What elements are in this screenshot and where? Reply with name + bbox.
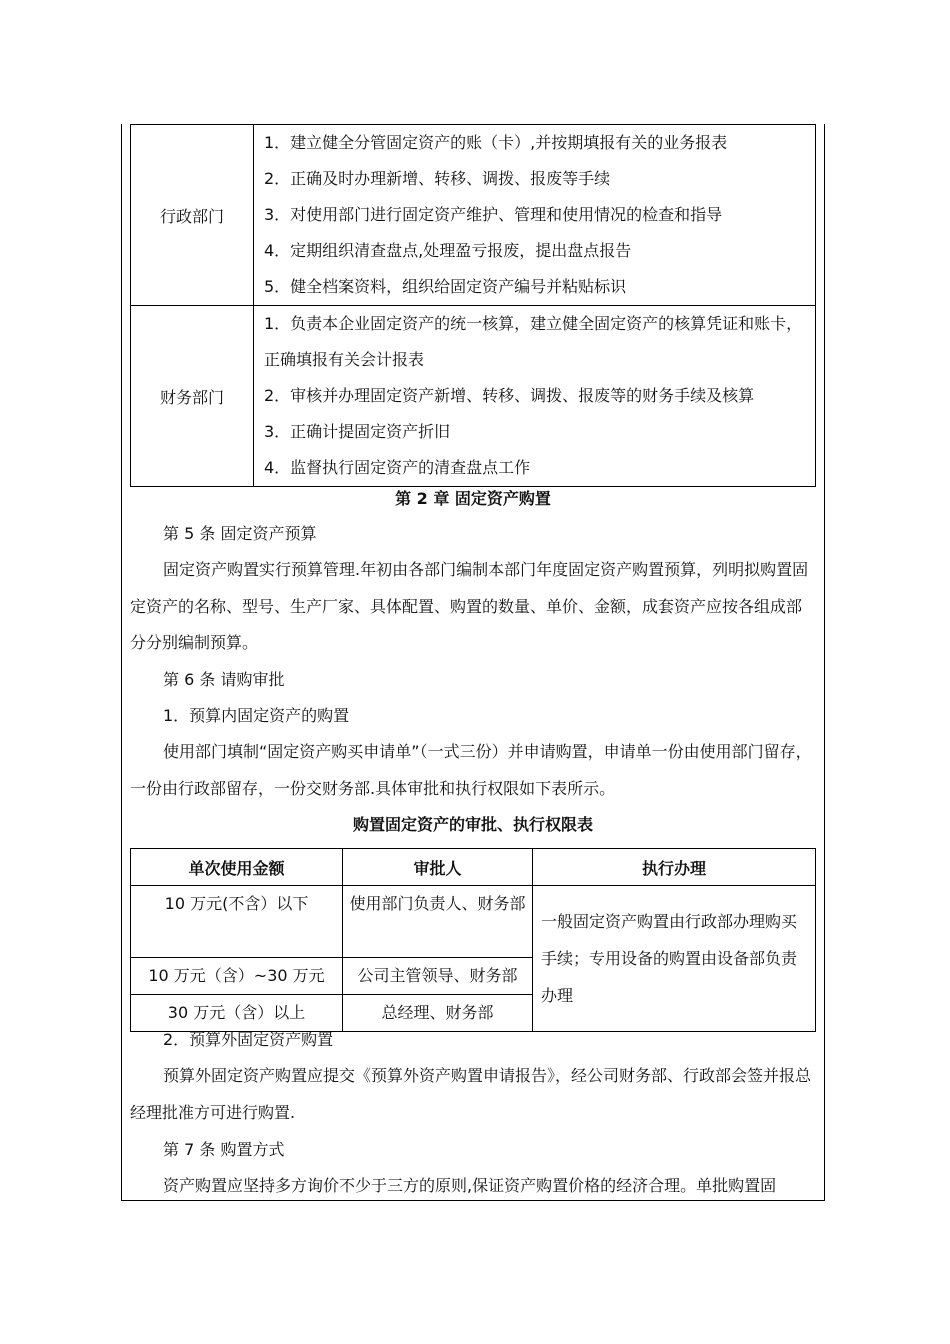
duty-item: 1．负责本企业固定资产的统一核算，建立健全固定资产的核算凭证和账卡，正确填报有关会计报表 <box>264 314 803 369</box>
duties-cell <box>254 306 816 487</box>
article-7-title: 第 7 条 购置方式 <box>163 1140 285 1159</box>
article-6-subheading-2: 2．预算外固定资产购置 <box>163 1030 334 1049</box>
dept-cell: 财务部门 <box>131 306 254 487</box>
table-row <box>131 886 816 958</box>
duty-item: 3．正确计提固定资产折旧 <box>264 422 451 441</box>
dept-cell: 行政部门 <box>131 125 254 306</box>
article-6-subheading-1: 1．预算内固定资产的购置 <box>163 706 350 725</box>
header-approver: 审批人 <box>343 849 533 886</box>
article-5-body: 固定资产购置实行预算管理.年初由各部门编制本部门年度固定资产购置预算，列明拟购置固定资产的名称、型号、生产厂家、具体配置、购置的数量、单价、金额，成套资产应按各组成部分分别编制预算。 <box>130 560 809 652</box>
duty-item: 1．建立健全分管固定资产的账（卡）,并按期填报有关的业务报表 <box>264 133 728 152</box>
amount-cell: 10 万元(不含）以下 <box>131 886 343 958</box>
duty-item: 3．对使用部门进行固定资产维护、管理和使用情况的检查和指导 <box>264 205 723 224</box>
duty-item: 5．健全档案资料，组织给固定资产编号并粘贴标识 <box>264 277 627 296</box>
duty-item: 4．定期组织清查盘点,处理盈亏报废，提出盘点报告 <box>264 241 632 260</box>
table-caption: 购置固定资产的审批、执行权限表 <box>352 815 593 834</box>
approver-cell: 公司主管领导、财务部 <box>343 958 533 995</box>
duty-item: 2．审核并办理固定资产新增、转移、调拨、报废等的财务手续及核算 <box>264 386 755 405</box>
approver-cell: 总经理、财务部 <box>343 995 533 1032</box>
table-header-row <box>131 849 816 886</box>
amount-cell: 10 万元（含）~30 万元 <box>131 958 343 995</box>
approver-cell: 使用部门负责人、财务部 <box>343 886 533 958</box>
duty-item: 4．监督执行固定资产的清查盘点工作 <box>264 458 531 477</box>
responsibility-table <box>130 124 816 487</box>
header-amount: 单次使用金额 <box>131 849 343 886</box>
execution-cell: 一般固定资产购置由行政部办理购买手续；专用设备的购置由设备部负责办理 <box>533 886 816 1032</box>
header-execution: 执行办理 <box>533 849 816 886</box>
duty-item: 2．正确及时办理新增、转移、调拨、报废等手续 <box>264 169 611 188</box>
chapter-title: 第 2 章 固定资产购置 <box>395 489 551 508</box>
article-7-body: 资产购置应坚持多方询价不少于三方的原则,保证资产购置价格的经济合理。单批购置固 <box>163 1176 777 1195</box>
table-row <box>131 306 816 487</box>
article-6-sub1-body: 使用部门填制“固定资产购买申请单”（一式三份）并申请购置，申请单一份由使用部门留存，一份由行政部留存，一份交财务部.具体审批和执行权限如下表所示。 <box>130 742 812 798</box>
article-5-title: 第 5 条 固定资产预算 <box>163 524 317 543</box>
duties-cell <box>254 125 816 306</box>
table-row <box>131 125 816 306</box>
amount-cell: 30 万元（含）以上 <box>131 995 343 1032</box>
approval-table <box>130 848 816 1032</box>
article-6-title: 第 6 条 请购审批 <box>163 670 285 689</box>
article-6-sub2-body: 预算外固定资产购置应提交《预算外资产购置申请报告》，经公司财务部、行政部会签并报总经理批准方可进行购置. <box>130 1066 812 1122</box>
